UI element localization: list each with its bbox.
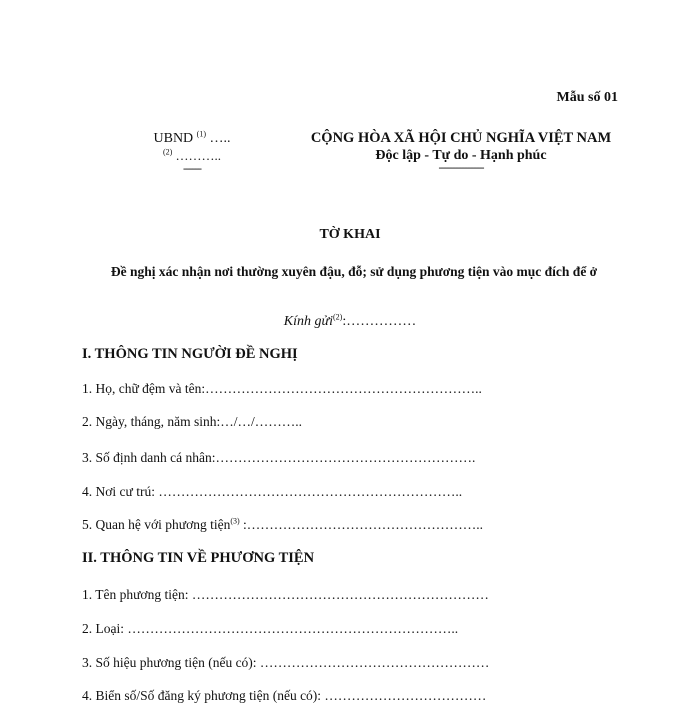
section-heading-applicant: I. THÔNG TIN NGƯỜI ĐỀ NGHỊ <box>82 346 298 362</box>
recipient-label: Kính gửi <box>283 314 334 329</box>
relation-label: 5. Quan hệ với phương tiện <box>82 517 231 532</box>
agency-header <box>112 131 272 176</box>
document-title: TỜ KHAI <box>319 227 381 242</box>
unit-footnote-ref: (2) <box>162 147 173 157</box>
form-number: Mẫu số 01 <box>556 90 618 105</box>
motto-rule: --------------- <box>438 160 484 174</box>
agency-dots: ….. <box>206 131 231 146</box>
recipient-line <box>0 314 700 330</box>
field-vehicle-type: 2. Loại: ……………………………………………………………….. <box>82 621 459 636</box>
field-residence: 4. Nơi cư trú: ………………………………………………………….. <box>82 484 463 499</box>
nation-name: CỘNG HÒA XÃ HỘI CHỦ NGHĨA VIỆT NAM <box>310 130 612 146</box>
agency-prefix: UBND <box>153 131 194 146</box>
relation-footnote-ref: (3) <box>230 516 240 526</box>
field-date-of-birth: 2. Ngày, tháng, năm sinh:…/…/……….. <box>82 414 302 429</box>
relation-dots: :…………………………………………….. <box>239 517 484 532</box>
section-heading-vehicle: II. THÔNG TIN VỀ PHƯƠNG TIỆN <box>82 550 315 566</box>
agency-line <box>112 131 272 147</box>
national-motto: Độc lập - Tự do - Hạnh phúc <box>375 148 547 163</box>
agency-footnote-ref: (1) <box>196 129 206 139</box>
agency-rule: ------ <box>183 161 201 175</box>
field-full-name: 1. Họ, chữ đệm và tên:…………………………………………………….. <box>82 381 482 396</box>
recipient-footnote-ref: (2) <box>333 312 343 322</box>
national-header <box>296 130 626 175</box>
document-subtitle: Đề nghị xác nhận nơi thường xuyên đậu, đỗ; sử dụng phương tiện vào mục đích để ở <box>110 264 598 279</box>
field-vehicle-number: 3. Số hiệu phương tiện (nếu có): …………………………………………… <box>82 655 490 670</box>
field-vehicle-name: 1. Tên phương tiện: ………………………………………………………… <box>82 587 489 602</box>
field-vehicle-plate: 4. Biển số/Số đăng ký phương tiện (nếu có): ……………………………… <box>82 688 487 703</box>
field-personal-id: 3. Số định danh cá nhân:…………………………………………………. <box>82 450 476 465</box>
unit-dots: ……….. <box>172 148 222 163</box>
recipient-dots: :…………… <box>342 314 417 329</box>
field-relation-to-vehicle <box>82 517 483 533</box>
